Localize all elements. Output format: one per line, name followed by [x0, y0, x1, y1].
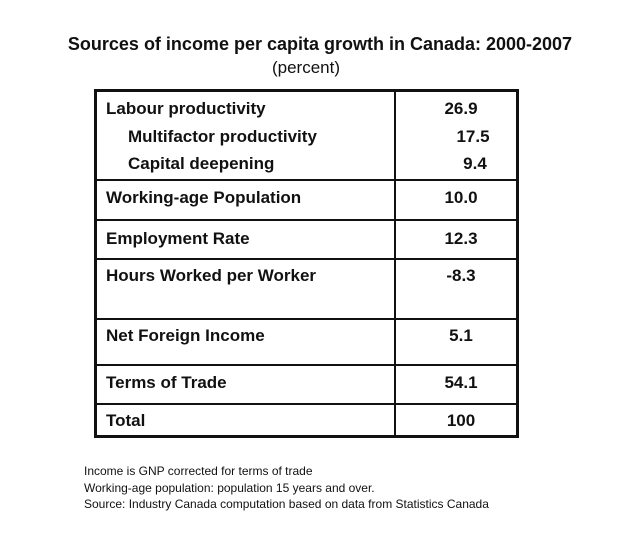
source-note: Source: Industry Canada computation based on data from Statistics Canada — [84, 497, 489, 511]
row-value: 5.1 — [449, 326, 473, 345]
row-label: Employment Rate — [106, 229, 250, 248]
row-label: Labour productivity — [106, 99, 266, 118]
row-label: Multifactor productivity — [128, 127, 317, 146]
row-divider — [97, 179, 516, 181]
footnote: Income is GNP corrected for terms of trade — [84, 464, 313, 478]
income-growth-table — [94, 89, 519, 438]
row-label: Capital deepening — [128, 154, 275, 173]
row-value: 10.0 — [444, 188, 478, 207]
row-value: 54.1 — [444, 373, 478, 392]
table-subtitle: (percent) — [271, 58, 341, 77]
row-value: 17.5 — [456, 127, 490, 146]
column-divider — [394, 92, 396, 435]
row-value: -8.3 — [446, 266, 476, 285]
row-divider — [97, 364, 516, 366]
row-label: Total — [106, 411, 146, 430]
row-divider — [97, 403, 516, 405]
row-label: Working-age Population — [106, 188, 302, 207]
row-value: 9.4 — [463, 154, 487, 173]
row-value: 26.9 — [444, 99, 478, 118]
row-label: Hours Worked per Worker — [106, 266, 317, 285]
row-label: Net Foreign Income — [106, 326, 265, 345]
row-divider — [97, 258, 516, 260]
row-divider — [97, 318, 516, 320]
row-value: 100 — [446, 411, 476, 430]
row-divider — [97, 219, 516, 221]
table-title: Sources of income per capita growth in Canada: 2000-2007 — [67, 34, 573, 54]
footnote: Working-age population: population 15 years and over. — [84, 480, 375, 495]
row-label: Terms of Trade — [106, 373, 227, 392]
row-value: 12.3 — [444, 229, 478, 248]
footnotes — [84, 463, 489, 513]
